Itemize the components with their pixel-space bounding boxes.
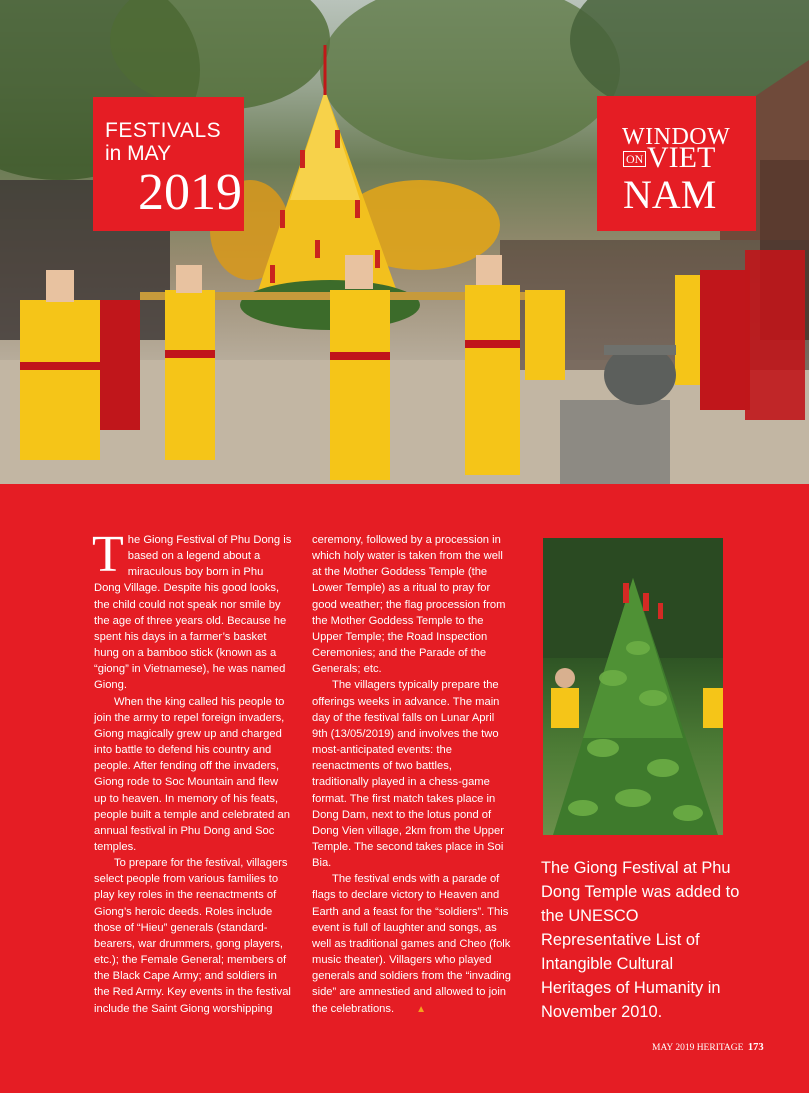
article-paragraph (312, 871, 511, 1017)
drop-cap: T (92, 526, 124, 583)
logo-line-viet: VIET (647, 141, 716, 174)
page-number: 173 (747, 1042, 764, 1053)
footer-label: MAY 2019 HERITAGE (652, 1043, 744, 1053)
article-paragraph (92, 526, 293, 694)
paragraph-text: The festival ends with a parade of flags to declare victory to Heaven and Earth and a feast for the “soldiers”. This event is full of laughter and songs, as well as traditional games and Cheo (folk music theater). Villagers who played generals and soldiers from the “invading side” are amnestied and allowed to join the celebrations. (312, 873, 511, 1015)
article-paragraph: The villagers typically prepare the offerings weeks in advance. The main day of the festival falls on Lunar April 9th (13/05/2019) and involves the two most-anticipated events: the reenactments of two battles, traditionally played in a chess-game format. The first match takes place in Dong Dam, next to the lotus pond of Dong Vien village, 2km from the Upper Temple. The second takes place in Soi Bia. (312, 679, 504, 870)
page-footer (652, 1042, 764, 1054)
inset-photo-caption: The Giong Festival at Phu Dong Temple was added to the UNESCO Representative List of Intangible Cultural Heritages of Humanity in November 2010. (541, 859, 740, 1021)
badge-year: 2019 (138, 164, 242, 221)
article-paragraph: ceremony, followed by a procession in which holy water is taken from the well at the Mother Goddess Temple (the Lower Temple) as a ritual to pray for good weather; the flag procession from the Mother Goddess Temple to the Upper Temple; the Road Inspection Ceremonies; and the Parade of the Generals; etc. (312, 534, 506, 676)
leaf-tower-image (543, 538, 723, 835)
lotus-icon: ▲ (416, 1003, 426, 1015)
logo-line-nam: NAM (623, 172, 717, 217)
article-column-2 (312, 532, 511, 1018)
article-column-1 (92, 526, 293, 1017)
window-on-viet-nam-logo (597, 96, 756, 231)
festival-procession-photo (0, 0, 809, 484)
logo-on-box: ON (623, 151, 646, 167)
hero-photo (0, 0, 809, 484)
badge-title-line1: FESTIVALS (105, 119, 222, 142)
badge-title-line2: in MAY (105, 142, 172, 165)
logo-line-window: WINDOW (622, 124, 731, 150)
festivals-in-may-badge (93, 97, 244, 231)
article-paragraph: To prepare for the festival, villagers select people from various families to play key roles in the reenactments of Giong’s heroic deeds. Roles include those of “Hieu” generals (standard-bearers, war drummers, gong players, etc.); the Female General; members of the Black Cape Army; and soldiers in the Red Army. Key events in the festival include the Saint Giong worshipping (94, 857, 291, 1015)
paragraph-text: he Giong Festival of Phu Dong is based on a legend about a miraculous boy born in Phu Dong Village. Despite his good looks, the child could not speak nor smile by the age of three years old. Because he spent his days in a farmer’s basket hung on a bamboo stick (known as a “giong” in Vietnamese), he was named Giong. (94, 534, 292, 692)
inset-photo-leaf-tower (543, 538, 723, 835)
article-paragraph: When the king called his people to join the army to repel foreign invaders, Giong magically grew up and charged into battle to defend his country and people. After fending off the invaders, Giong rode to Soc Mountain and flew up to heaven. In memory of his feats, people built a temple and celebrated an annual festival in Phu Dong and Soc temples. (94, 695, 290, 853)
